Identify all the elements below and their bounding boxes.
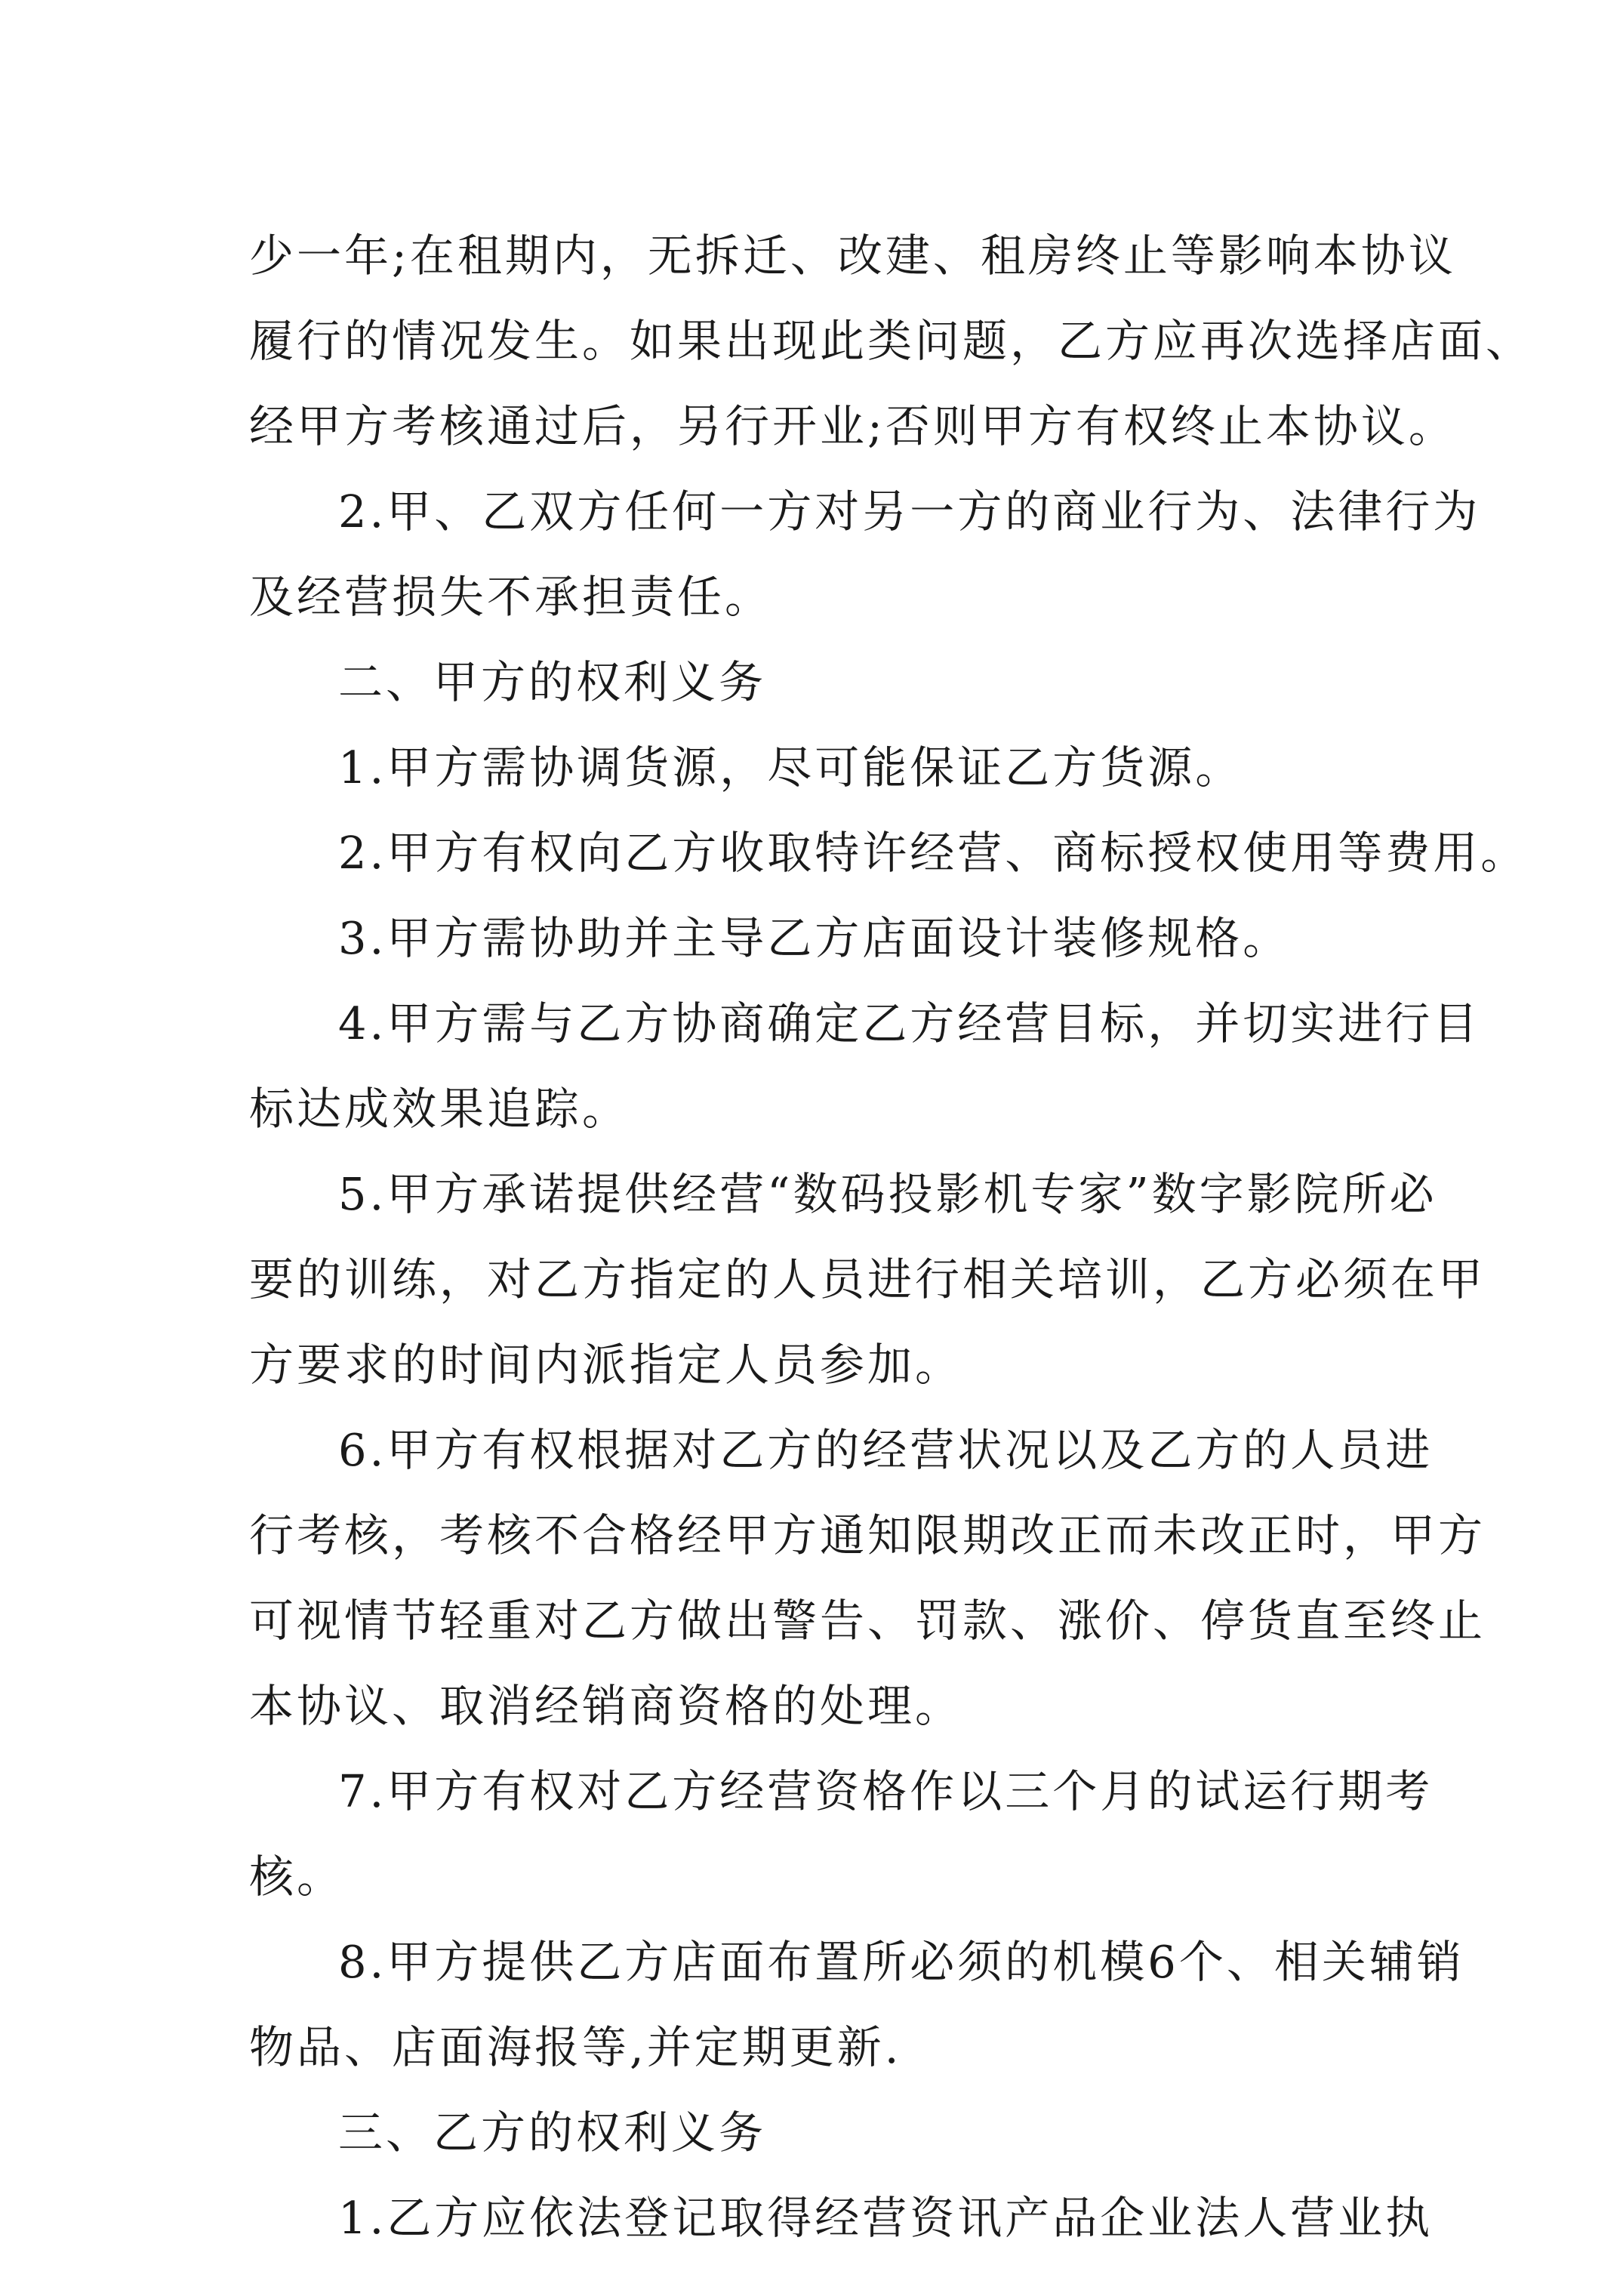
paragraph (249, 213, 1534, 469)
text-line: 核。 (249, 1851, 345, 1903)
paragraph (249, 725, 1374, 810)
text-line: 履行的情况发生。如果出现此类问题，乙方应再次选择店面、 (249, 315, 1534, 367)
text-line: 及经营损失不承担责任。 (249, 571, 773, 623)
text-line: 7.甲方有权对乙方经营资格作以三个月的试运行期考 (338, 1765, 1434, 1817)
text-line: 1.乙方应依法登记取得经营资讯产品企业法人营业执 (338, 2192, 1434, 2244)
text-line: 少一年;在租期内，无拆迁、改建、租房终止等影响本协议 (249, 230, 1456, 282)
text-line: 5.甲方承诺提供经营“数码投影机专家”数字影院所必 (338, 1168, 1437, 1220)
paragraph (249, 1919, 1464, 2090)
text-line: 要的训练，对乙方指定的人员进行相关培训，乙方必须在甲 (249, 1253, 1486, 1305)
text-line: 2.甲、乙双方任何一方对另一方的商业行为、法律行为 (338, 485, 1481, 538)
heading-text: 三、乙方的权利义务 (338, 2106, 767, 2159)
text-line: 标达成效果追踪。 (249, 1083, 630, 1135)
text-line: 3.甲方需协助并主导乙方店面设计装修规格。 (338, 912, 1291, 964)
paragraph (249, 1749, 1434, 1919)
section-heading (249, 2090, 1374, 2175)
text-line: 经甲方考核通过后，另行开业;否则甲方有权终止本协议。 (249, 400, 1456, 452)
paragraph (249, 1151, 1486, 1407)
paragraph (249, 981, 1481, 1151)
text-line: 4.甲方需与乙方协商确定乙方经营目标，并切实进行目 (338, 997, 1481, 1049)
text-line: 可视情节轻重对乙方做出警告、罚款、涨价、停货直至终止 (249, 1595, 1486, 1647)
paragraph (249, 810, 1529, 895)
paragraph (249, 2175, 1434, 2261)
document-body (249, 213, 1534, 2261)
paragraph (249, 1407, 1486, 1749)
text-line: 6.甲方有权根据对乙方的经营状况以及乙方的人员进 (338, 1424, 1434, 1476)
paragraph (249, 469, 1481, 639)
paragraph (249, 895, 1374, 981)
text-line: 2.甲方有权向乙方收取特许经营、商标授权使用等费用。 (338, 827, 1529, 879)
text-line: 8.甲方提供乙方店面布置所必须的机模6个、相关辅销 (338, 1936, 1464, 1988)
text-line: 行考核，考核不合格经甲方通知限期改正而未改正时，甲方 (249, 1509, 1486, 1561)
text-line: 物品、店面海报等,并定期更新. (249, 2021, 902, 2073)
text-line: 方要求的时间内派指定人员参加。 (249, 1339, 963, 1391)
section-heading (249, 639, 1374, 725)
heading-text: 二、甲方的权利义务 (338, 656, 767, 708)
text-line: 本协议、取消经销商资格的处理。 (249, 1680, 963, 1732)
text-line: 1.甲方需协调货源，尽可能保证乙方货源。 (338, 741, 1243, 794)
